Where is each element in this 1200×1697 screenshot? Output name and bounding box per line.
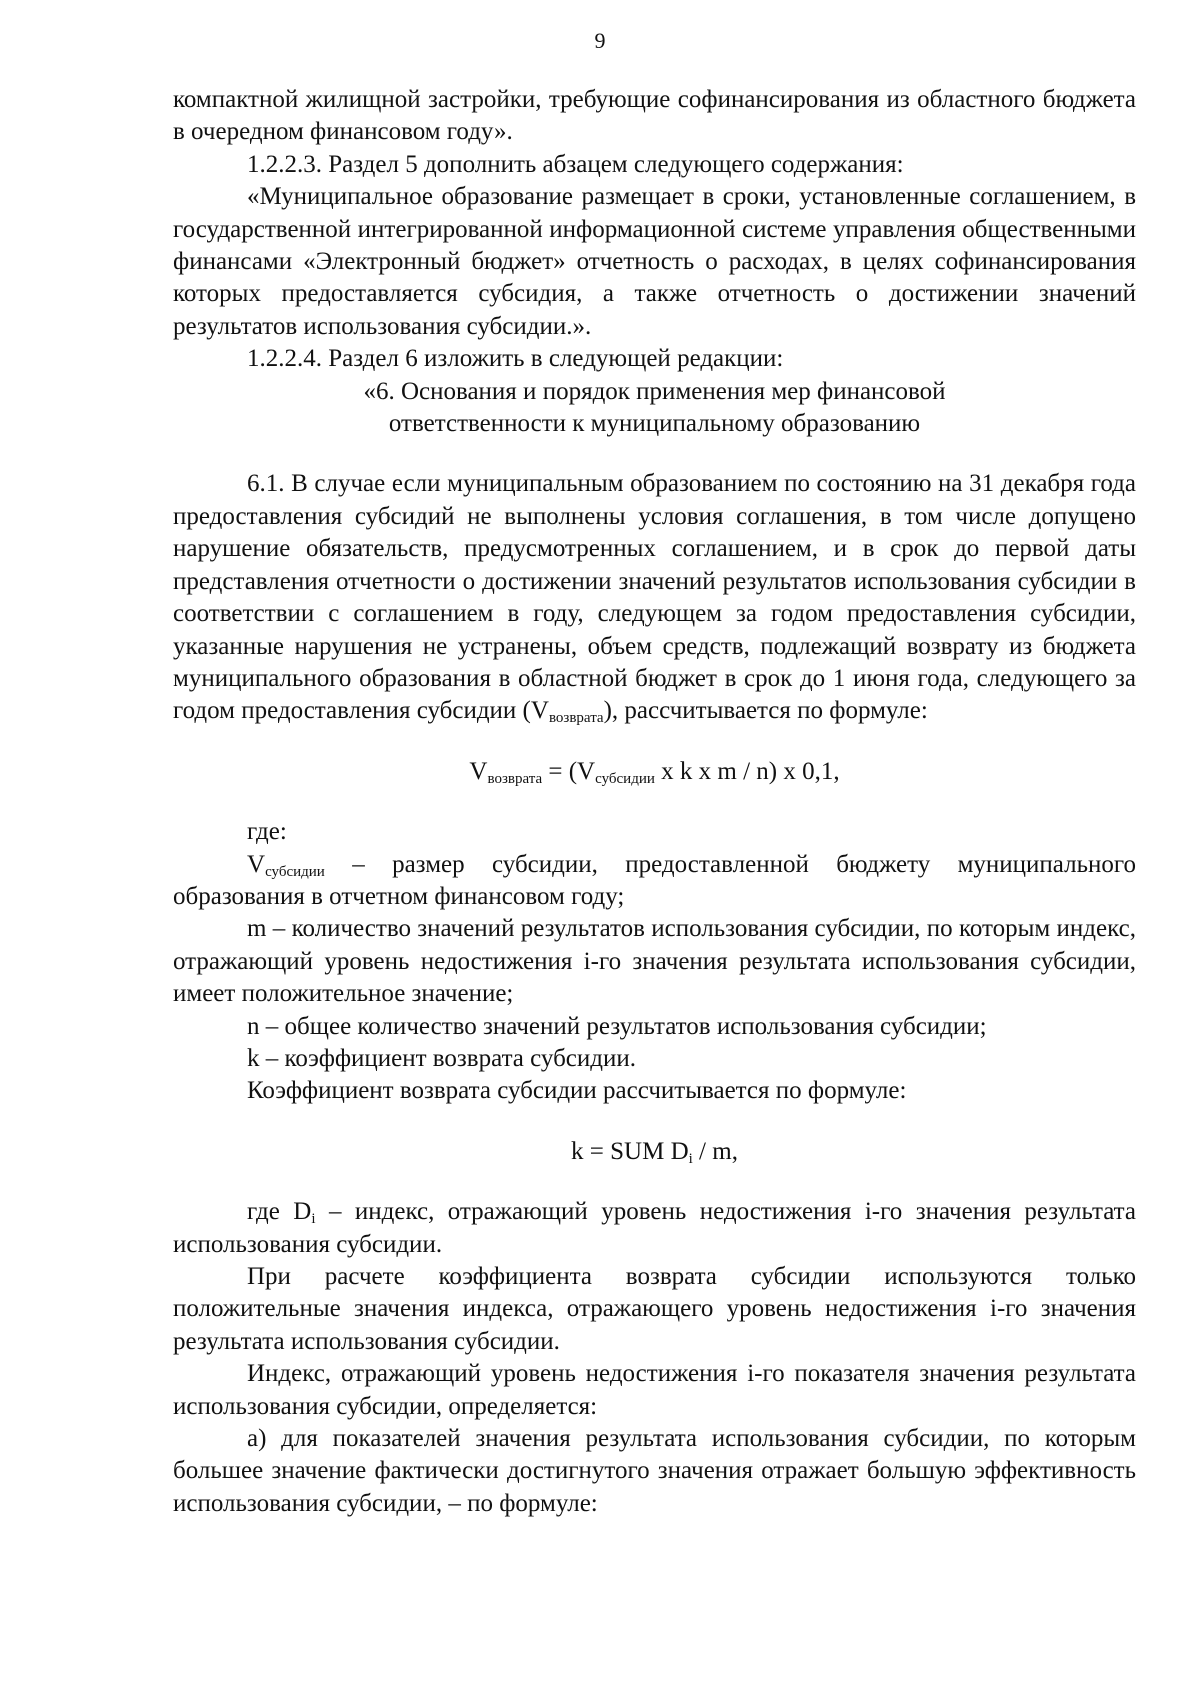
definition-di (173, 1196, 1136, 1261)
document-body (173, 84, 1136, 1520)
paragraph-calculation: При расчете коэффициента возврата субсидии используются только положительные значения индекса, отражающего уровень недостижения i-го значения результата использования субсидии. (173, 1263, 1136, 1355)
paragraph-a: а) для показателей значения результата использования субсидии, по которым большее значение фактически достигнутого значения отражает большую эффективность использования субсидии, – по формуле: (173, 1425, 1136, 1517)
section-heading-line-1: «6. Основания и порядок применения мер финансовой (363, 377, 946, 405)
formula-k-tail: / m, (692, 1137, 738, 1165)
definition-v-subsidii (173, 849, 1136, 914)
definition-v-text: – размер субсидии, предоставленной бюджету муниципального образования в отчетном финансовом году; (173, 850, 1136, 910)
paragraph-6-1-text: 6.1. В случае если муниципальным образованием по состоянию на 31 декабря года предоставления субсидий не выполнены условия соглашения, в том числе допущено нарушение обязательств, предусмотренных соглашением, и в срок до первой даты представления отчетности о достижении значений результатов использования субсидии в соответствии с соглашением в году, следующем за годом предоставления субсидии, указанные нарушения не устранены, объем средств, подлежащий возврату из бюджета муниципального образования в областной бюджет в срок до 1 июня года, следующего за годом предоставления субсидии (V (173, 470, 1136, 725)
paragraph-amendment-5: 1.2.2.3. Раздел 5 дополнить абзацем следующего содержания: (247, 150, 904, 178)
definition-di-tail: – индекс, отражающий уровень недостижения i-го значения результата использования субсидии. (173, 1198, 1136, 1258)
k-formula-intro: Коэффициент возврата субсидии рассчитывается по формуле: (247, 1077, 907, 1105)
formula-subscript-vozvrata: возврата (487, 770, 543, 787)
definition-subscript-subsidii: субсидии (265, 863, 325, 880)
page-number: 9 (594, 28, 606, 53)
definition-symbol-v: V (247, 850, 266, 878)
paragraph-6-1-tail: ), рассчитывается по формуле: (603, 697, 928, 725)
subscript-vozvrata: возврата (548, 710, 604, 727)
paragraph-continuation: компактной жилищной застройки, требующие софинансирования из областного бюджета в очередном финансовом году». (173, 86, 1136, 146)
formula-symbol-v: V (469, 757, 488, 785)
formula-subscript-subsidii: субсидии (595, 770, 655, 787)
formula-part-tail: x k x m / n) x 0,1, (654, 757, 840, 785)
definition-di-subscript: i (311, 1211, 316, 1228)
formula-v-vozvrata (173, 756, 1136, 788)
definition-di-head: где D (247, 1198, 312, 1226)
formula-part-mid: = (V (542, 757, 596, 785)
formula-k (173, 1136, 1136, 1168)
definition-k: k – коэффициент возврата субсидии. (247, 1044, 637, 1072)
section-heading-line-2: ответственности к муниципальному образованию (388, 410, 921, 438)
paragraph-amendment-6: 1.2.2.4. Раздел 6 изложить в следующей редакции: (247, 345, 784, 373)
paragraph-6-1 (173, 468, 1136, 727)
formula-k-subscript-i: i (688, 1150, 693, 1167)
paragraph-index: Индекс, отражающий уровень недостижения i-го показателя значения результата использования субсидии, определяется: (173, 1360, 1136, 1420)
definition-m: m – количество значений результатов использования субсидии, по которым индекс, отражающий уровень недостижения i-го значения результата использования субсидии, имеет положительное значение; (173, 915, 1136, 1008)
where-label: где: (247, 818, 287, 846)
paragraph-quoted-text: «Муниципальное образование размещает в сроки, установленные соглашением, в государственной интегрированной информационной системе управления общественными финансами «Электронный бюджет» отчетность о расходах, в целях софинансирования которых предоставляется субсидия, а также отчетность о достижении значений результатов использования субсидии.». (173, 183, 1136, 340)
formula-k-head: k = SUM D (571, 1137, 689, 1165)
definition-n: n – общее количество значений результатов использования субсидии; (247, 1012, 987, 1040)
